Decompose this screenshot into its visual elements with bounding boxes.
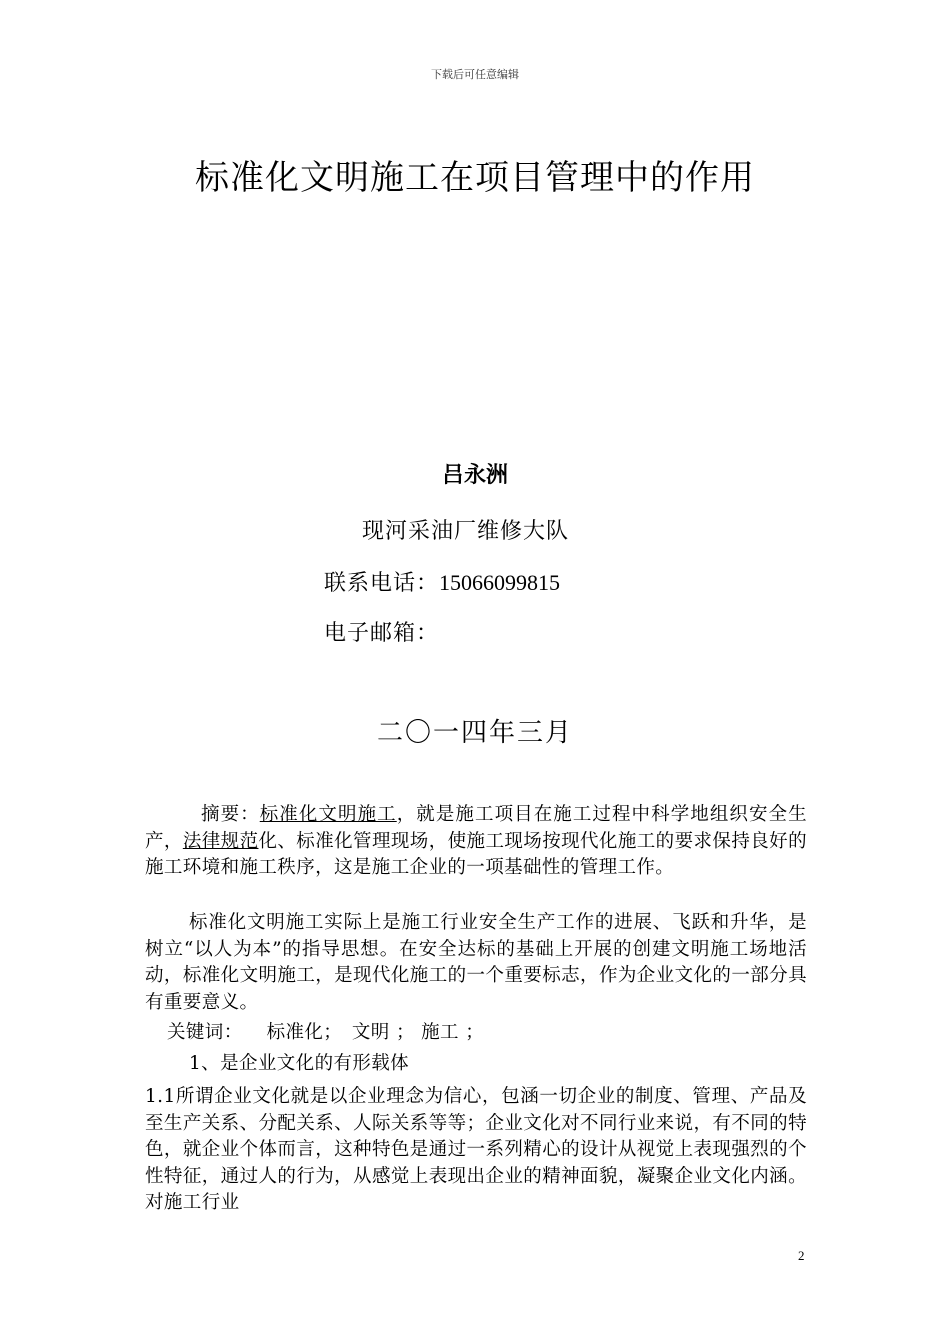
header-note: 下载后可任意编辑 [431,68,519,81]
abstract-text-2: 化、标准化管理现场，使施工现场按现代化施工的要求保持良好的施工环境和施工秩序，这是施工企业的一项基础性的管理工作。 [145,830,807,878]
section-paragraph: 1.1所谓企业文化就是以企业理念为信心，包涵一切企业的制度、管理、产品及至生产关系、分配关系、人际关系等等；企业文化对不同行业来说，有不同的特色，就企业个体而言，这种特色是通过一系列精心的设计从视觉上表现强烈的个性特征，通过人的行为，从感觉上表现出企业的精神面貌，凝聚企业文化内涵。对施工行业 [145,1086,807,1213]
phone-label: 联系电话： [324,571,440,596]
document-title: 标准化文明施工在项目管理中的作用 [195,158,755,198]
email-line [324,616,439,647]
abstract-link-legal-norms[interactable]: 法律规范 [182,830,259,852]
keywords-line [145,1020,807,1047]
phone-line [324,566,560,597]
organization: 现河采油厂维修大队 [362,519,570,544]
email-label: 电子邮箱： [324,621,440,646]
page-number: 2 [798,1248,805,1263]
document-date: 二〇一四年三月 [376,718,573,748]
phone-number: 15066099815 [439,570,561,595]
author-name: 吕永洲 [441,463,508,488]
keywords-label: 关键词： [167,1022,243,1043]
abstract-text-1: ，就是施工项目在施工过程中科学地组织安全生产， [145,804,808,852]
section-heading: 1、是企业文化的有形载体 [189,1053,410,1074]
abstract-paragraph [145,802,807,882]
body-paragraph-2: 标准化文明施工实际上是施工行业安全生产工作的进展、飞跃和升华，是树立“以人为本”的指导思想。在安全达标的基础上开展的创建文明施工场地活动，标准化文明施工，是现代化施工的一个重要标志，作为企业文化的一部分具有重要意义。 [145,912,807,1013]
abstract-label: 摘要： [201,804,260,825]
keywords-text: 标准化； 文明 ； 施工 ； [266,1022,485,1043]
abstract-link-standardization[interactable]: 标准化文明施工 [259,804,397,825]
